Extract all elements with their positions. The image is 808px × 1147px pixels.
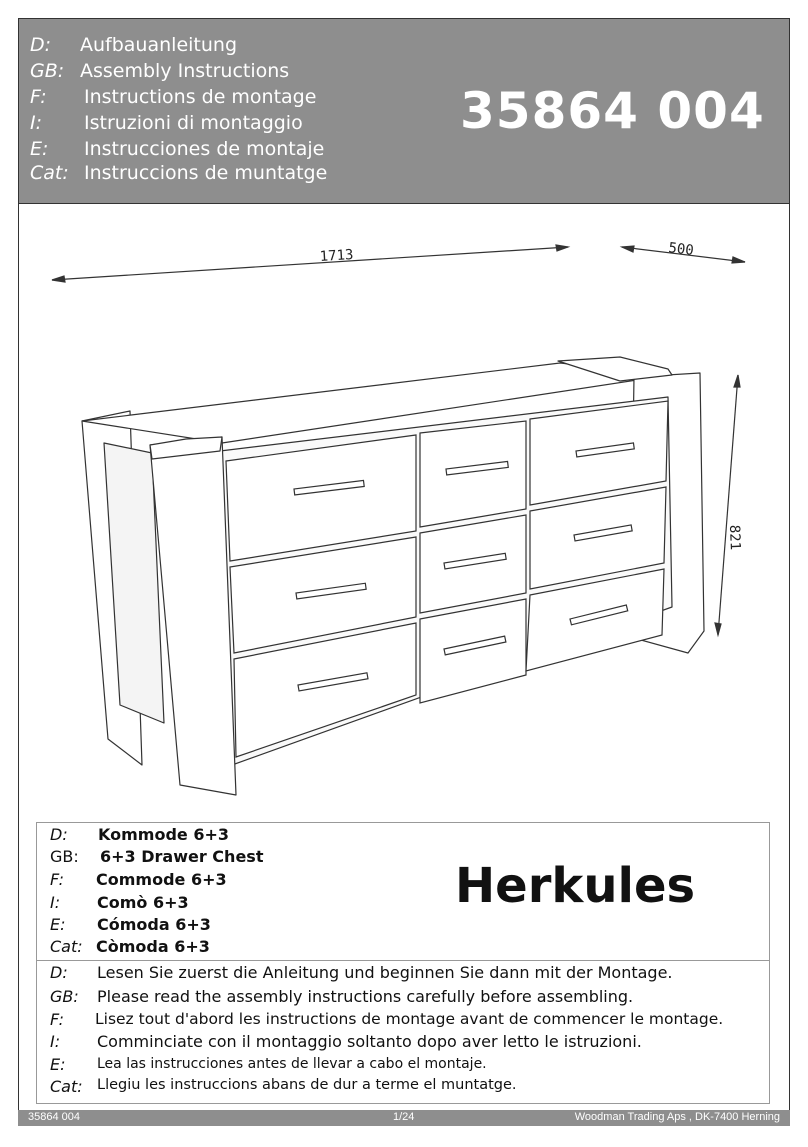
- height-dimension-line: [718, 375, 738, 635]
- language-code: E:: [50, 915, 66, 934]
- instruction-text: Comminciate con il montaggio soltanto dopo aver letto le istruzioni.: [97, 1032, 642, 1051]
- footer-page-number: 1/24: [393, 1111, 415, 1123]
- product-name: 6+3 Drawer Chest: [100, 847, 264, 866]
- language-code: F:: [30, 86, 47, 108]
- language-title: Instructions de montage: [84, 86, 317, 108]
- language-code: D:: [50, 825, 68, 844]
- instruction-text: Please read the assembly instructions carefully before assembling.: [97, 987, 634, 1006]
- product-name: Cómoda 6+3: [97, 915, 211, 934]
- footer-article-number: 35864 004: [28, 1111, 80, 1123]
- language-title: Aufbauanleitung: [80, 34, 238, 56]
- language-code: I:: [50, 1032, 61, 1051]
- language-code: D:: [30, 34, 52, 56]
- language-code: I:: [30, 112, 43, 134]
- front-left-leg: [150, 437, 236, 795]
- language-code: F:: [50, 870, 65, 889]
- language-code: E:: [30, 138, 49, 160]
- product-title: Herkules: [455, 858, 696, 914]
- product-name: Commode 6+3: [96, 870, 227, 889]
- arrow-right-icon: [732, 257, 745, 263]
- language-code: GB:: [30, 60, 65, 82]
- depth-dimension-label: 500: [667, 240, 695, 260]
- language-code: GB:: [50, 847, 79, 866]
- language-code: Cat:: [50, 937, 83, 956]
- language-title: Istruzioni di montaggio: [84, 112, 303, 134]
- language-code: GB:: [50, 987, 79, 1006]
- language-title: Assembly Instructions: [80, 60, 290, 82]
- instruction-text: Lea las instrucciones antes de llevar a cabo el montaje.: [97, 1056, 487, 1072]
- language-code: D:: [50, 963, 68, 982]
- height-dimension-label: 821: [726, 524, 743, 551]
- instruction-text: Lisez tout d'abord les instructions de montage avant de commencer le montage.: [95, 1010, 724, 1028]
- arrow-right-icon: [556, 245, 568, 251]
- product-name: Comò 6+3: [97, 893, 189, 912]
- instruction-text: Lesen Sie zuerst die Anleitung und beginnen Sie dann mit der Montage.: [97, 963, 673, 982]
- language-code: F:: [50, 1010, 65, 1029]
- footer-bar: [18, 1110, 790, 1126]
- language-code: E:: [50, 1055, 66, 1074]
- product-name: Còmoda 6+3: [96, 937, 210, 956]
- article-number: 35864 004: [460, 82, 765, 140]
- language-code: Cat:: [50, 1077, 83, 1096]
- instruction-text: Llegiu les instruccions abans de dur a terme el muntatge.: [97, 1077, 517, 1093]
- width-dimension-line: [52, 247, 568, 280]
- product-name: Kommode 6+3: [98, 825, 229, 844]
- arrow-up-icon: [734, 375, 740, 387]
- arrow-left-icon: [622, 246, 634, 252]
- language-code: I:: [50, 893, 61, 912]
- drawer-middle-top: [420, 421, 526, 527]
- language-code: Cat:: [30, 162, 69, 184]
- footer-company: Woodman Trading Aps , DK-7400 Herning: [574, 1111, 780, 1123]
- furniture-drawing: [40, 225, 760, 805]
- language-title: Instruccions de muntatge: [84, 162, 328, 184]
- width-dimension-label: 1713: [319, 246, 354, 265]
- arrow-down-icon: [715, 623, 721, 635]
- language-title: Instrucciones de montaje: [84, 138, 325, 160]
- arrow-left-icon: [52, 276, 65, 282]
